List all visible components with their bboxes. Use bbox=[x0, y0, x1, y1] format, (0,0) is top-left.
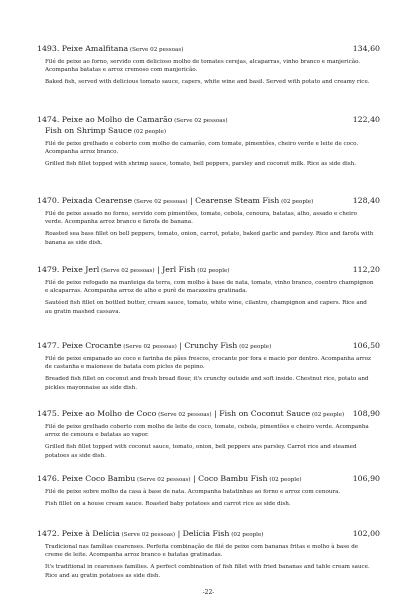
item-header bbox=[37, 529, 382, 540]
item-description-pt: Filé de peixe ao forno, servido com delicioso molho de tomates cerejas, alcaparras, vinho branco e manjericão. Acompanha batatas e arroz cremoso com manjericão. bbox=[45, 59, 361, 74]
item-name-en: Fish on Shrimp Sauce bbox=[45, 126, 133, 135]
item-header bbox=[37, 115, 382, 126]
item-name: 1479. Peixe Jerl bbox=[37, 265, 100, 274]
item-price: 108,90 bbox=[352, 409, 380, 418]
item-header bbox=[37, 474, 382, 485]
item-title bbox=[37, 265, 230, 276]
item-serves-en: (02 people) bbox=[279, 199, 314, 205]
item-serves: (Serve 02 pessoas) bbox=[119, 532, 176, 538]
item-description-pt: Filé de peixe sobre molho da casa à base de nata. Acompanha batatinhas ao forno e arroz com cenoura. bbox=[45, 489, 341, 495]
item-name: 1477. Peixe Crocante bbox=[37, 341, 122, 350]
item-name: 1470. Peixada Cearense bbox=[37, 196, 133, 205]
item-name-en: | Cearense Steam Fish bbox=[187, 196, 280, 205]
item-serves-en: (02 people) bbox=[237, 344, 272, 350]
item-header bbox=[37, 44, 382, 55]
item-description-pt: Filé de peixe empanado ao coco e farinha de pães frescos, crocante por fora e macio por dentro. Acompanha arroz de castanha e maionese de batata com picles de pepino. bbox=[45, 356, 371, 371]
item-serves: (Serve 02 pessoas) bbox=[121, 344, 177, 350]
item-title bbox=[37, 196, 313, 207]
item-title bbox=[37, 409, 344, 420]
item-name: 1472. Peixe à Delícia bbox=[37, 529, 120, 538]
item-serves: (Serve 02 pessoas) bbox=[132, 199, 188, 205]
item-description-en: Fish fillet on a house cream sauce. Roasted baby potatoes and carrot rice as side dish. bbox=[45, 501, 291, 508]
item-description-pt: Filé de peixe grelhado coberto com molho de leite de coco, tomate, cebola, pimentões e cheiro verde. Acompanha arroz de cenoura e batatas ao vapor. bbox=[45, 424, 369, 439]
item-description-en: Breaded fish fillet on coconut and fresh bread flour, it's crunchy outside and soft inside. Chestnut rice, potato and pickles mayonnaise as side dish. bbox=[45, 376, 369, 391]
item-name-en: | Delícia Fish bbox=[175, 529, 230, 538]
item-description-en: Roasted sea bass fillet on bell peppers, tomato, onion, carrot, potato, baked garlic and parsley. Rice and farofa with banana as side dish. bbox=[45, 231, 374, 246]
item-serves-en: (02 people) bbox=[310, 412, 345, 418]
menu-item bbox=[37, 44, 382, 87]
menu-item bbox=[37, 409, 382, 460]
item-name: 1475. Peixe ao Molho de Coco bbox=[37, 409, 157, 418]
item-title bbox=[37, 44, 183, 55]
menu-item bbox=[37, 341, 382, 392]
item-header bbox=[37, 341, 382, 352]
item-name: 1476. Peixe Coco Bambu bbox=[37, 474, 136, 483]
item-price: 112,20 bbox=[352, 265, 380, 274]
item-header bbox=[37, 196, 382, 207]
item-name-en: | Jerl Fish bbox=[154, 265, 196, 274]
item-price: 102,00 bbox=[352, 529, 380, 538]
item-description-en: Baked fish, served with delicious tomato sauce, capers, white wine and basil. Served with potato and creamy rice. bbox=[45, 79, 370, 86]
item-description-pt: Filé de peixe assado no forno, servido com pimentões, tomate, cebola, cenoura, batatas, alho, assado e cheiro verde. Acompanha arroz branco e farofa de banana. bbox=[45, 211, 358, 226]
item-serves: (Serve 02 pessoas) bbox=[156, 412, 212, 418]
item-description-en: Grilled fish fillet topped with coconut sauce, tomato, onion, bell peppers ans parsley. Carrot rice and steamed potatoes as side dish. bbox=[45, 444, 357, 459]
menu-item bbox=[37, 265, 382, 316]
item-serves-en: (02 people) bbox=[195, 268, 230, 274]
item-price: 134,60 bbox=[352, 44, 380, 53]
menu-item bbox=[37, 115, 382, 169]
item-name-en: | Crunchy Fish bbox=[176, 341, 238, 350]
item-serves: (Serve 02 pessoas) bbox=[135, 477, 191, 483]
item-price: 122,40 bbox=[352, 115, 380, 124]
item-price: 106,90 bbox=[352, 474, 380, 483]
item-name-en: | Fish on Coconut Sauce bbox=[211, 409, 311, 418]
menu-item bbox=[37, 529, 382, 580]
item-price: 128,40 bbox=[352, 196, 380, 205]
item-header bbox=[37, 409, 382, 420]
page-number: -22- bbox=[202, 589, 215, 596]
item-serves: (Serve 02 pessoas) bbox=[172, 118, 228, 124]
item-serves: (Serve 02 pessoas) bbox=[128, 47, 184, 53]
item-description-en: Grilled fish fillet topped with shrimp sauce, tomato, bell peppers, parsley and coconut milk. Rice as side dish. bbox=[45, 161, 357, 168]
item-title bbox=[37, 341, 271, 352]
item-serves-en: (02 people) bbox=[132, 129, 167, 135]
item-title bbox=[37, 529, 263, 540]
item-title-en bbox=[37, 126, 382, 137]
item-description-pt: Tradicional nas famílias cearenses. Perfeita combinação de filé de peixe com bananas fritas e molho à base de creme de leite. Acompanha arroz branco e batatas gratinadas. bbox=[45, 544, 359, 559]
item-header bbox=[37, 265, 382, 276]
item-serves-en: (02 people) bbox=[267, 477, 302, 483]
item-serves: (Serve 02 pessoas) bbox=[99, 268, 155, 274]
item-name: 1493. Peixe Amalfitana bbox=[37, 44, 129, 53]
item-description-pt: Filé de peixe refogado na manteiga da terra, com molho à base de nata, tomate, vinho branco, coentro champignon e alcaparras. Acompanha arroz de alho e purê de macaxeira gratinada. bbox=[45, 280, 374, 295]
item-title bbox=[37, 474, 302, 485]
item-description-en: It's traditional in cearenses families. A perfect combination of fish fillet with fried bananas and table cream sauce. Rice and au gratin potatoes as side dish. bbox=[45, 564, 370, 579]
menu-item bbox=[37, 196, 382, 247]
item-description-pt: Filé de peixe grelhado e coberto com molho de camarão, com tomate, pimentões, cheiro verde e leite de coco. Acompanha arroz branco. bbox=[45, 141, 359, 156]
menu-item bbox=[37, 474, 382, 508]
item-name: 1474. Peixe ao Molho de Camarão bbox=[37, 115, 173, 124]
item-description-en: Sautéed fish fillet on bottled butter, cream sauce, tomato, white wine, cilantro, champignon and capers. Rice and au gratin mashed cassava. bbox=[45, 300, 367, 315]
item-serves-en: (02 people) bbox=[229, 532, 264, 538]
item-price: 106,50 bbox=[352, 341, 380, 350]
item-title bbox=[37, 115, 228, 126]
item-name-en: | Coco Bambu Fish bbox=[190, 474, 268, 483]
